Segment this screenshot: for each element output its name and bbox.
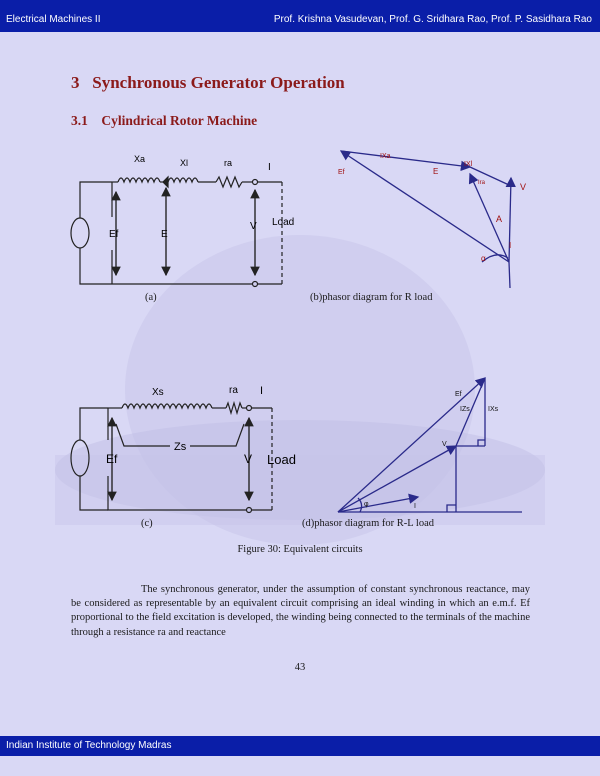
subsection-title: Cylindrical Rotor Machine [101,113,258,128]
label-a-ef: Ef [109,229,119,240]
label-b-ixa: IXa [380,153,391,160]
label-b-a: A [496,214,503,224]
header-authors: Prof. Krishna Vasudevan, Prof. G. Sridhara Rao, Prof. P. Sasidhara Rao [273,14,592,25]
header-course-title: Electrical Machines II [6,14,101,25]
label-d-phi: φ [364,501,369,508]
label-b-i: I [509,241,512,250]
label-a-ra: ra [224,158,233,168]
label-a-current: I [268,162,271,173]
label-d-i: I [414,503,416,510]
label-d-izs: IZs [460,406,470,413]
footer-bar [0,736,600,756]
label-b-ira: Ira [478,180,486,186]
caption-panel-d: (d)phasor diagram for R-L load [302,518,434,529]
label-a-xa: Xa [134,154,146,164]
label-a-xl: Xl [180,158,189,168]
phasor-b [341,151,511,288]
page-number: 43 [294,662,306,673]
label-b-e: E [433,167,439,176]
circuit-c [71,403,272,513]
body-paragraph-text: The synchronous generator, under the assumption of constant synchronous reactance, may be considered as representable by an equivalent circuit comprising an ideal winding in which an e.m.f. Ef proportional to the field excitation is developed, the winding being connected to the terminals of the machine through a resistance ra and reactance [71,584,530,638]
label-c-v: V [244,452,253,466]
caption-panel-c: (c) [141,518,153,529]
label-c-zs: Zs [174,441,187,453]
label-b-ef: Ef [338,169,345,176]
caption-panel-a: (a) [145,292,157,303]
label-d-ixs: IXs [488,406,499,413]
label-a-load: Load [272,217,295,228]
label-c-ra: ra [229,385,238,396]
section-number: 3 [71,73,80,92]
label-c-load: Load [267,452,296,467]
footer-institution: Indian Institute of Technology Madras [6,740,172,751]
label-a-v: V [250,221,257,232]
section-title: Synchronous Generator Operation [92,73,345,92]
label-d-ef: Ef [455,391,462,398]
subsection-number: 3.1 [71,113,88,128]
label-d-v: V [442,441,447,448]
label-c-current: I [260,385,264,397]
label-c-xs: Xs [152,387,164,398]
label-b-alpha: α [481,254,486,263]
caption-panel-b: (b)phasor diagram for R load [310,292,433,303]
label-b-ixl: IXl [464,161,473,168]
label-a-e: E [161,229,168,240]
body-paragraph [71,583,530,640]
phasor-d [338,378,522,512]
figure-caption: Figure 30: Equivalent circuits [237,544,363,555]
label-b-v: V [520,182,527,192]
label-c-ef: Ef [106,452,118,466]
